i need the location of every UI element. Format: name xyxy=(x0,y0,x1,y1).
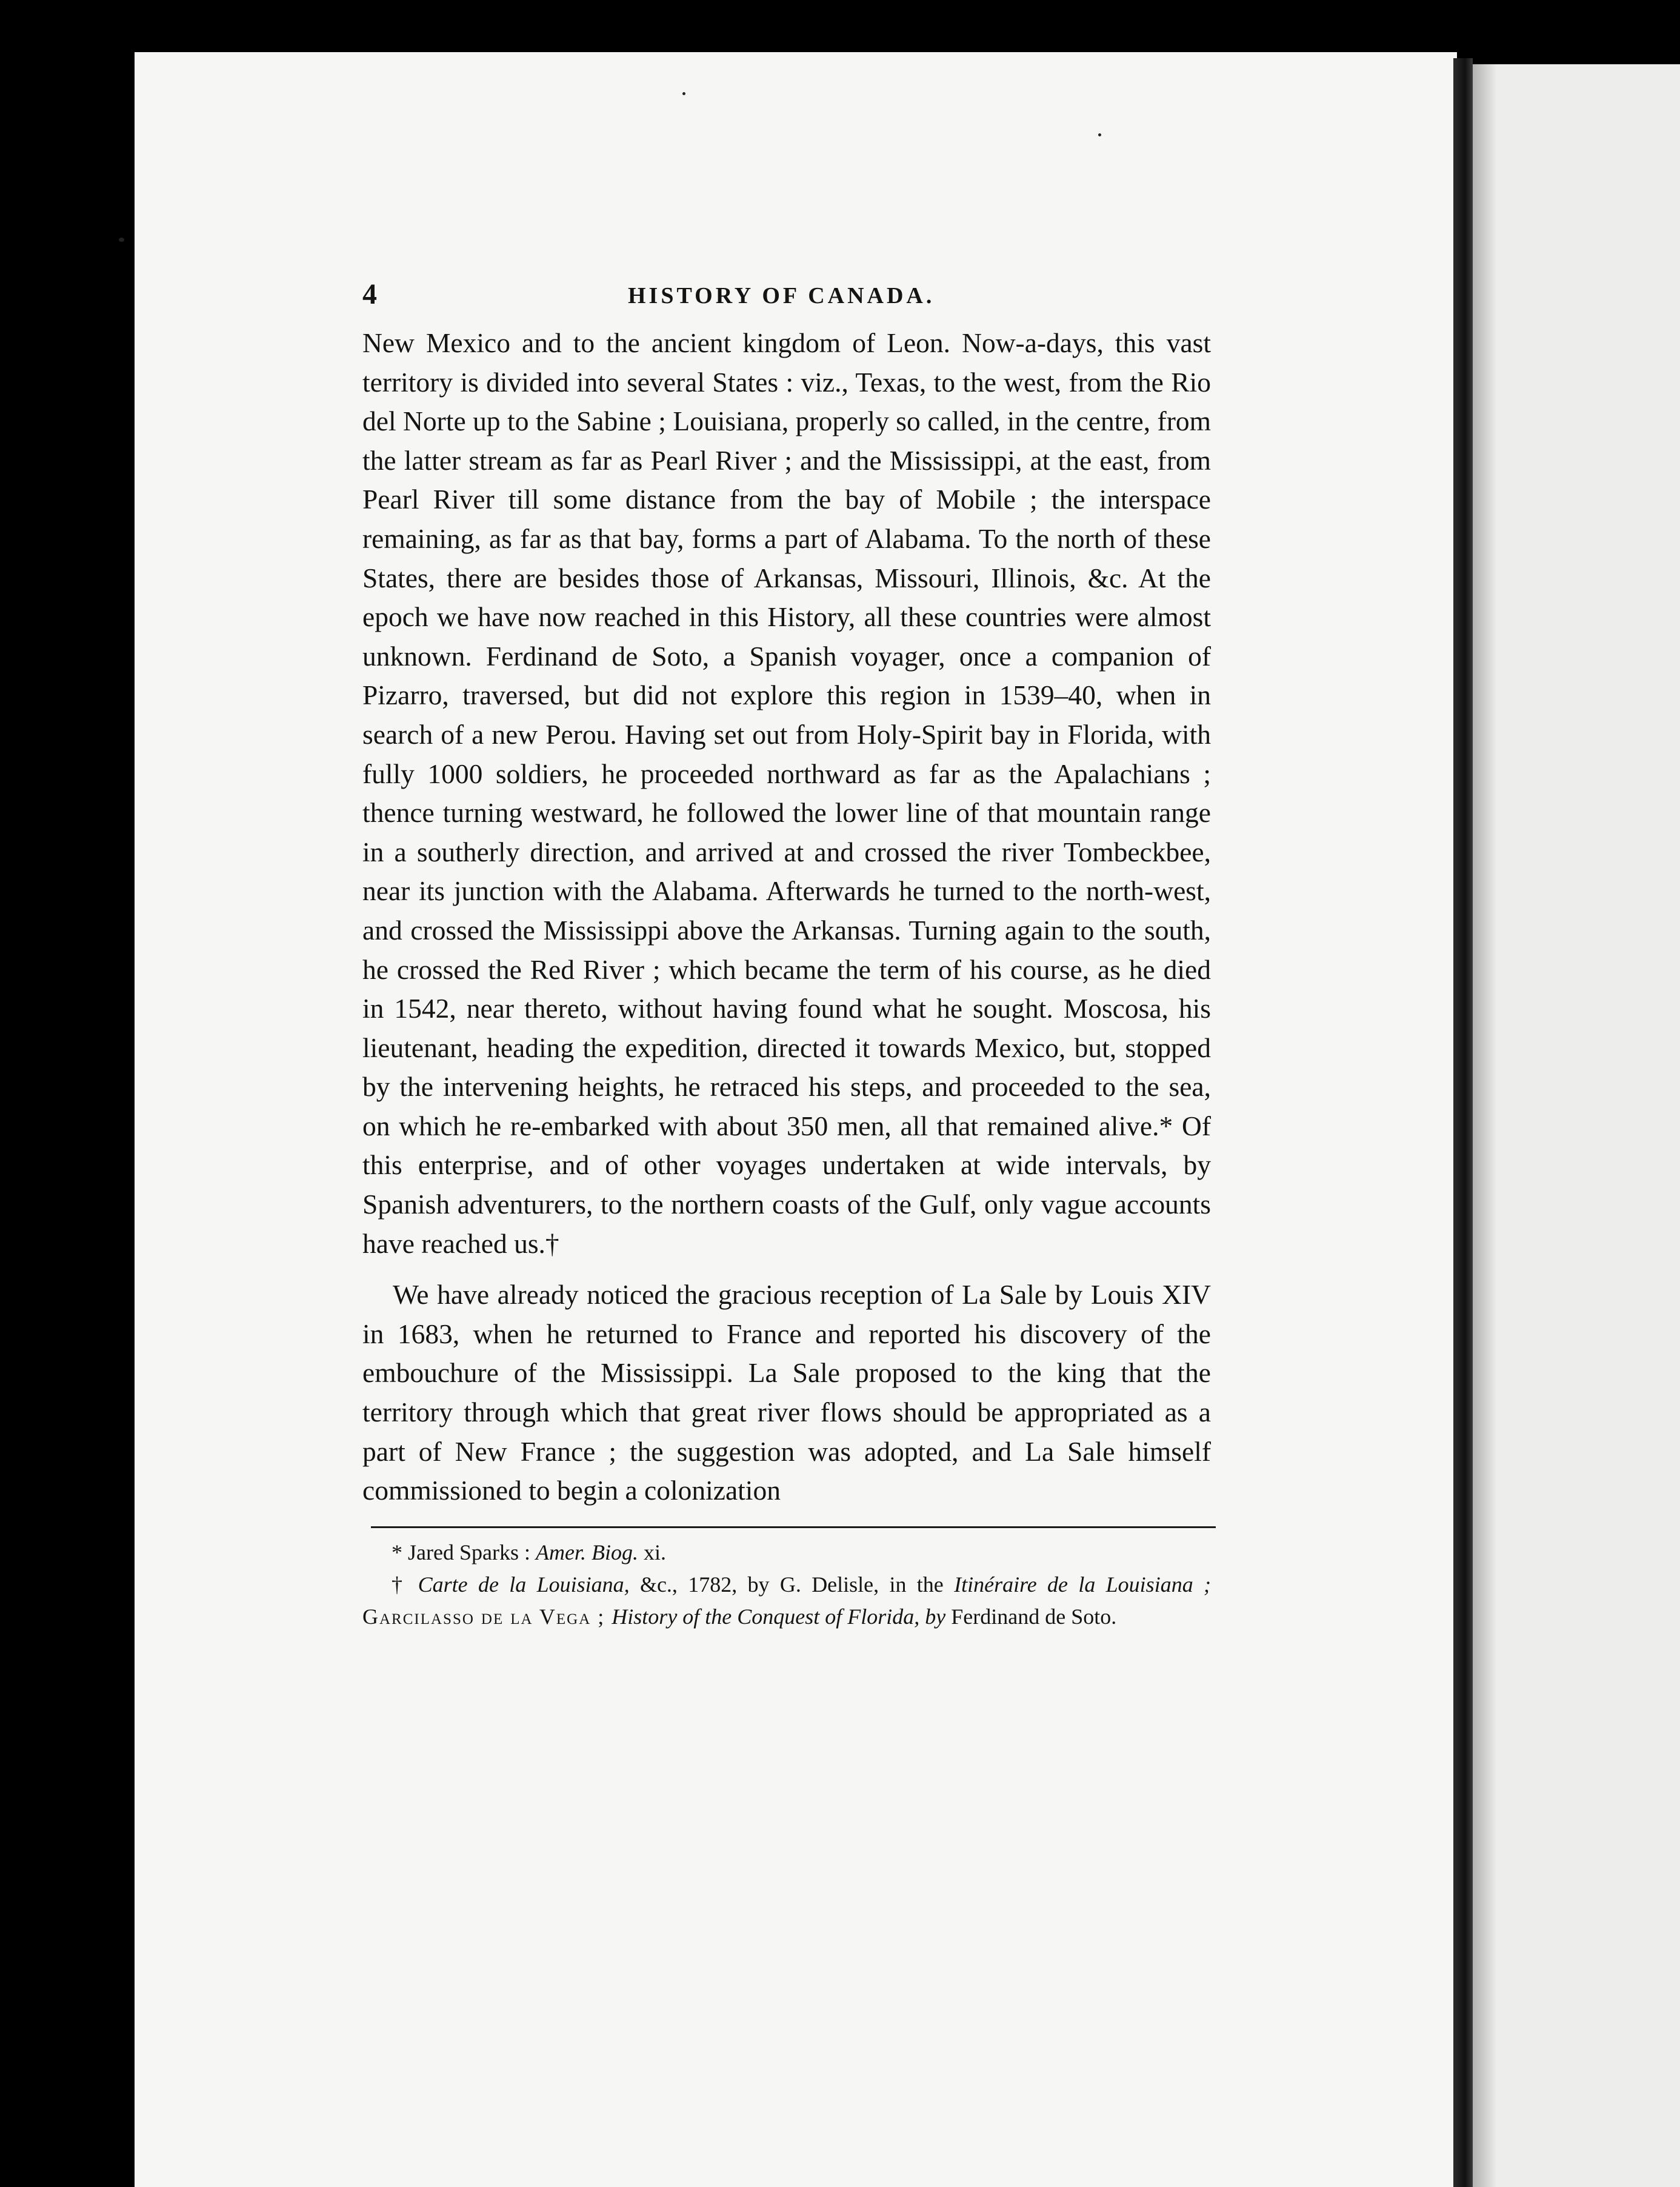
body-text xyxy=(362,324,1211,1511)
footnote-text: Ferdinand de Soto. xyxy=(945,1604,1117,1629)
adjacent-page-shadow xyxy=(1473,64,1497,2187)
page-number: 4 xyxy=(362,278,377,310)
paragraph: New Mexico and to the ancient kingdom of Leon. Now-a-days, this vast territory is divided into several States : viz., Texas, to the west, from the Rio del Norte up to the Sabine ; Louisiana, properly so called, in the centre, from the latter stream as far as Pearl River ; and the Mississippi, at the east, from Pearl River till some distance from the bay of Mobile ; the interspace remaining, as far as that bay, forms a part of Alabama. To the north of these States, there are besides those of Arkansas, Missouri, Illinois, &c. At the epoch we have now reached in this History, all these countries were almost unknown. Ferdinand de Soto, a Spanish voyager, once a companion of Pizarro, traversed, but did not explore this region in 1539–40, when in search of a new Perou. Having set out from Holy-Spirit bay in Florida, with fully 1000 soldiers, he proceeded northward as far as the Apalachians ; thence turning westward, he followed the lower line of that mountain range in a southerly direction, and arrived at and crossed the river Tombeckbee, near its junction with the Alabama. Afterwards he turned to the north-west, and crossed the Mississippi above the Arkansas. Turning again to the south, he crossed the Red River ; which became the term of his course, as he died in 1542, near thereto, without having found what he sought. Moscosa, his lieutenant, heading the expedition, directed it towards Mexico, but, stopped by the intervening heights, he retraced his steps, and proceeded to the sea, on which he re-embarked with about 350 men, all that remained alive.* Of this enterprise, and of other voyages undertaken at wide intervals, by Spanish adventurers, to the northern coasts of the Gulf, only vague accounts have reached us.† xyxy=(362,327,1211,1259)
ink-speck xyxy=(119,238,124,242)
ink-speck xyxy=(1098,133,1101,136)
footnote-author: Garcilasso de la Vega ; xyxy=(362,1604,612,1629)
footnote-text: &c., 1782, by G. Delisle, in the xyxy=(629,1572,955,1597)
footnote-marker: † xyxy=(392,1572,418,1597)
footnote-rule xyxy=(371,1526,1216,1528)
footnote xyxy=(362,1569,1211,1633)
page-gutter-edge xyxy=(1453,58,1473,2187)
running-head xyxy=(362,265,1211,324)
footnote-marker: * Jared Sparks : xyxy=(392,1540,536,1564)
footnote-history-title: History of the Conquest of Florida, by xyxy=(612,1604,946,1629)
footnote-map-title: Carte de la Louisiana, xyxy=(418,1572,630,1597)
footnote-source: Amer. Biog. xyxy=(535,1540,638,1564)
page-content xyxy=(362,265,1211,1633)
paragraph: We have already noticed the gracious reception of La Sale by Louis XIV in 1683, when he returned to France and reported his discovery of the embouchure of the Mississippi. La Sale proposed to the king that the territory through which that great river flows should be appropriated as a part of New France ; the suggestion was adopted, and La Sale himself commissioned to begin a colonization xyxy=(362,1279,1211,1506)
footnote-work-title: Itinéraire de la Louisiana ; xyxy=(954,1572,1212,1597)
adjacent-page xyxy=(1473,64,1680,2187)
running-title: HISTORY OF CANADA. xyxy=(628,283,935,309)
footnotes xyxy=(362,1537,1211,1633)
ink-speck xyxy=(682,92,685,95)
footnote-text: xi. xyxy=(638,1540,666,1564)
footnote xyxy=(362,1537,1211,1569)
